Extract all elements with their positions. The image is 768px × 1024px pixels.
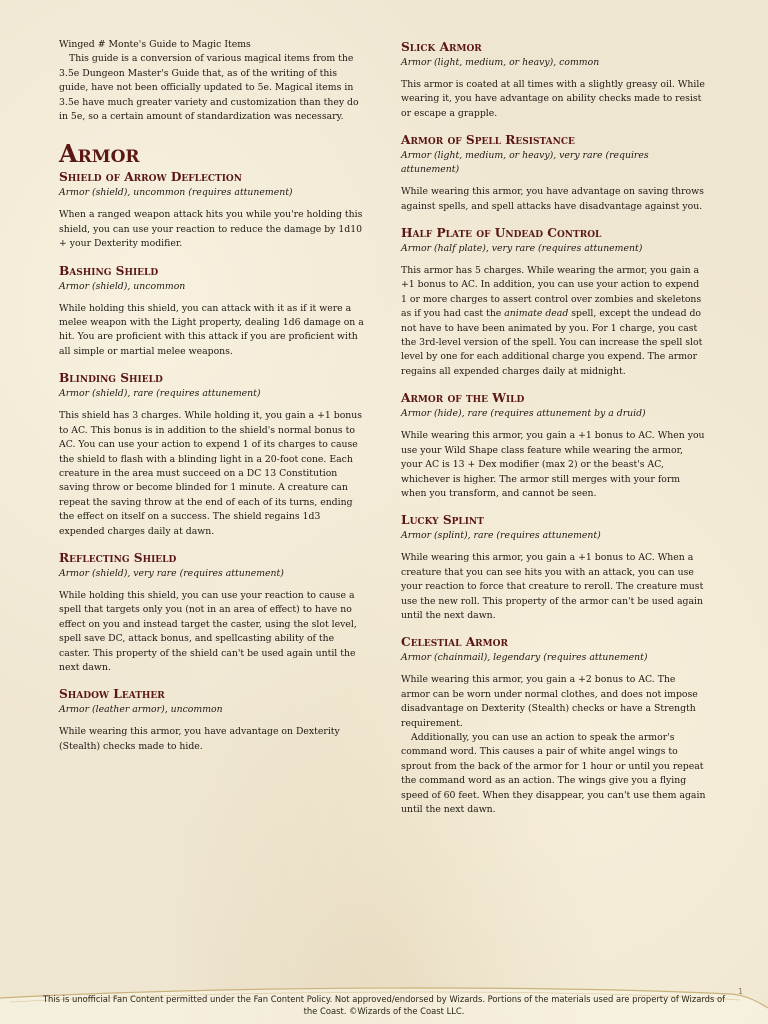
item-lucky-splint [401, 513, 707, 623]
item-title: Slick Armor [401, 40, 482, 54]
item-description: While holding this shield, you can use your reaction to cause a spell that targets only you (not in an area of effect) to have no effect on you and instead target the caster, using the slot level, spell save DC, attack bonus, and spellcasting ability of the caster. This property of the shield can't be used again until the next dawn. [59, 589, 357, 673]
item-title: Shadow Leather [59, 687, 165, 702]
item-description: While wearing this armor, you gain a +1 bonus to AC. When a creature that you can see hits you with an attack, you can use your reaction to force that creature to reroll. The creature must use the new roll. This property of the armor can't be used again until the next dawn. [401, 552, 704, 621]
item-blinding-shield [59, 371, 365, 539]
item-title: Armor of the Wild [401, 391, 525, 406]
item-subtitle: Armor (light, medium, or heavy), common [401, 57, 600, 68]
chapter-title: Armor [59, 139, 140, 169]
item-title: Blinding Shield [59, 371, 163, 386]
item-subtitle: Armor (splint), rare (requires attunement) [401, 530, 601, 542]
item-bashing-shield [59, 264, 365, 360]
item-subtitle: Armor (half plate), very rare (requires attunement) [401, 243, 643, 255]
item-armor-of-the-wild [401, 391, 707, 501]
item-subtitle: Armor (shield), uncommon (requires attunement) [59, 187, 293, 199]
item-armor-of-spell-resistance [401, 133, 707, 214]
item-celestial-armor [401, 635, 707, 817]
left-column [59, 38, 365, 766]
item-description: While wearing this armor, you gain a +1 bonus to AC. When you use your Wild Shape class feature while wearing the armor, your AC is 13 + Dex modifier (max 2) or the beast's AC, whichever is higher. The armor still merges with your form when you transform, and cannot be seen. [401, 430, 705, 499]
description-text: spell, except the undead do not have to have been animated by you. For 1 charge, you cast the 3rd-level version of the spell. You can increase the spell slot level by one for each additional charge you expend. The armor regains all expended charges daily at midnight. [401, 308, 703, 377]
right-column [401, 40, 707, 829]
item-shadow-leather [59, 687, 365, 754]
item-title: Reflecting Shield [59, 550, 177, 565]
item-description: While wearing this armor, you gain a +2 bonus to AC. The armor can be worn under normal clothes, and does not impose disadvantage on Dexterity (Stealth) checks or have a Strength requirement. [401, 674, 698, 729]
item-title: Armor of Spell Resistance [401, 133, 575, 148]
item-title: Half Plate of Undead Control [401, 226, 602, 241]
description-text: This armor has 5 charges. While wearing the armor, you gain a +1 bonus to AC. In addition, you can use your action to expend 1 or more charges to assert control over zombies and skeletons as if you had cast the [401, 265, 702, 320]
item-subtitle: Armor (leather armor), uncommon [59, 704, 223, 716]
item-description-continued: Additionally, you can use an action to speak the armor's command word. This causes a pair of white angel wings to sprout from the back of the armor for 1 hour or until you repeat the command word as an action. The wings give you a flying speed of 60 feet. When they disappear, you can't use them again until the next dawn. [401, 731, 706, 815]
item-description: This shield has 3 charges. While holding it, you gain a +1 bonus to AC. This bonus is in addition to the shield's normal bonus to AC. You can use your action to expend 1 of its charges to cause the shield to flash with a blinding light in a 20-foot cone. Each creature in the area must succeed on a DC 13 Constitution saving throw or become blinded for 1 minute. A creature can repeat the saving throw at the end of each of its turns, ending the effect on itself on a success. The shield regains 1d3 expended charges daily at dawn. [59, 410, 363, 537]
item-description [401, 264, 707, 379]
item-title: Lucky Splint [401, 513, 484, 528]
item-subtitle: Armor (shield), rare (requires attunement) [59, 388, 261, 400]
intro-paragraph: This guide is a conversion of various magical items from the 3.5e Dungeon Master's Guide that, as of the writing of this guide, have not been officially updated to 5e. Magical items in 3.5e have much greater variety and customization than they do in 5e, so a certain amount of standardization was necessary. [59, 53, 359, 123]
footer-legal-text: This is unofficial Fan Content permitted under the Fan Content Policy. Not approved/endorsed by Wizards. Portions of the materials used are property of Wizards of the Coast. ©Wizards of the Coast LLC. [42, 994, 726, 1016]
item-subtitle: Armor (shield), very rare (requires attunement) [59, 567, 284, 579]
spell-name: animate dead [504, 308, 569, 320]
item-half-plate-of-undead-control [401, 226, 707, 379]
header-line: Winged # Monte's Guide to Magic Items [59, 39, 251, 50]
item-title: Bashing Shield [59, 263, 159, 278]
page-number: 1 [738, 987, 744, 996]
item-subtitle: Armor (light, medium, or heavy), very rare (requires attunement) [401, 150, 649, 176]
item-title: Shield of Arrow Deflection [59, 170, 242, 185]
item-description: While wearing this armor, you have advantage on Dexterity (Stealth) checks made to hide. [59, 726, 340, 752]
item-subtitle: Armor (hide), rare (requires attunement by a druid) [401, 408, 646, 420]
item-description: While holding this shield, you can attack with it as if it were a melee weapon with the Light property, dealing 1d6 damage on a hit. You are proficient with this attack if you are proficient with all simple or martial melee weapons. [59, 302, 364, 357]
item-description: This armor is coated at all times with a slightly greasy oil. While wearing it, you have advantage on ability checks made to resist or escape a grapple. [401, 79, 705, 119]
item-subtitle: Armor (shield), uncommon [59, 280, 186, 292]
item-slick-armor [401, 40, 707, 121]
item-description: While wearing this armor, you have advantage on saving throws against spells, and spell attacks have disadvantage against you. [401, 186, 704, 212]
item-description: When a ranged weapon attack hits you while you're holding this shield, you can use your reaction to reduce the damage by 1d10 + your Dexterity modifier. [59, 209, 363, 250]
item-subtitle: Armor (chainmail), legendary (requires attunement) [401, 652, 648, 664]
item-title: Celestial Armor [401, 635, 508, 650]
item-reflecting-shield [59, 551, 365, 675]
item-shield-of-arrow-deflection [59, 170, 365, 251]
